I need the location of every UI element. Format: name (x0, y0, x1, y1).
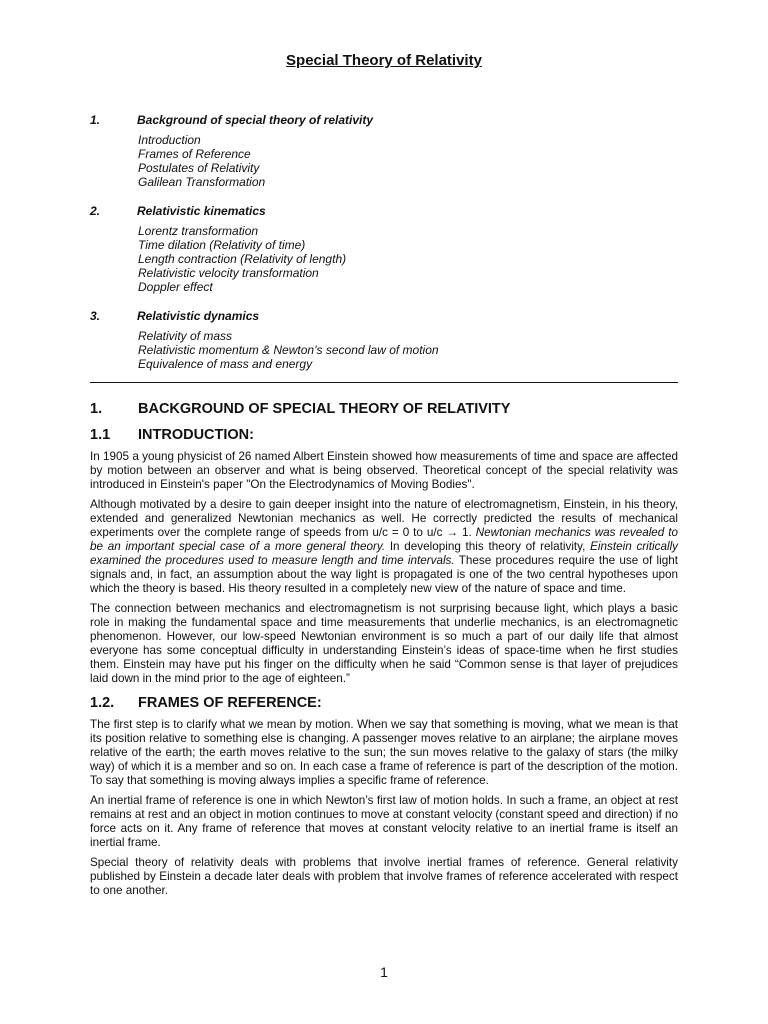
section-number: 1.1 (90, 427, 111, 443)
toc-section-title: Relativistic kinematics (137, 204, 266, 218)
section-number: 1.2. (90, 695, 115, 711)
paragraph-text: Although motivated by a desire to gain deeper insight into the nature of electromagnetism, Einstein, in his theory, extended and generalized Newtonian mechanics as well. He correctly predicted the results of mechanical experiments over the complete range of speeds from u/c = 0 to u/c → 1. (90, 498, 678, 539)
toc-item: Doppler effect (138, 280, 213, 294)
section-divider (90, 382, 678, 383)
paragraph: Special theory of relativity deals with problems that involve inertial frames of reference. General relativity published by Einstein a decade later deals with problem that involve frames of reference accelerated with respect to one another. (90, 856, 678, 897)
toc-section-number: 3. (90, 309, 101, 323)
table-of-contents (90, 112, 690, 371)
paragraph: An inertial frame of reference is one in which Newton’s first law of motion holds. In such a frame, an object at rest remains at rest and an object in motion continues to move at constant velocity (constant speed and direction) if no force acts on it. Any frame of reference that moves at constant velocity relative to an inertial frame is itself an inertial frame. (90, 794, 678, 849)
toc-item: Time dilation (Relativity of time) (138, 238, 306, 252)
toc-item: Lorentz transformation (138, 224, 259, 238)
toc-section-heading (90, 203, 690, 219)
section-title: FRAMES OF REFERENCE: (138, 695, 322, 711)
toc-item: Relativistic momentum & Newton’s second law of motion (138, 343, 439, 357)
toc-item: Galilean Transformation (138, 175, 266, 189)
toc-section-3 (90, 308, 690, 371)
document-title: Special Theory of Relativity (286, 52, 482, 69)
toc-item-list (138, 224, 690, 294)
toc-item: Relativistic velocity transformation (138, 266, 319, 280)
toc-item: Equivalence of mass and energy (138, 357, 313, 371)
paragraph-emphasis: Einstein critically examined the procedures used to measure length and time intervals. (90, 540, 679, 567)
toc-item: Length contraction (Relativity of length) (138, 252, 347, 266)
toc-item-list (138, 329, 690, 371)
toc-item: Frames of Reference (138, 147, 251, 161)
toc-section-number: 2. (90, 204, 101, 218)
section-title: INTRODUCTION: (138, 427, 254, 443)
toc-item-list (138, 133, 690, 189)
toc-section-title: Relativistic dynamics (137, 309, 260, 323)
toc-item: Introduction (138, 133, 201, 147)
paragraph-emphasis: Newtonian mechanics was revealed to be an important special case of a more general theory. (90, 526, 678, 553)
paragraph: In 1905 a young physicist of 26 named Albert Einstein showed how measurements of time and space are affected by motion between an observer and what is being observed. Theoretical concept of the special relativity was introduced in Einstein's paper "On the Electrodynamics of Moving Bodies". (90, 450, 678, 491)
section-heading-1 (90, 398, 678, 420)
section-title: BACKGROUND OF SPECIAL THEORY OF RELATIVITY (138, 401, 511, 417)
toc-section-title: Background of special theory of relativity (137, 113, 374, 127)
toc-section-1 (90, 112, 690, 189)
paragraph-text: In developing this theory of relativity, (389, 540, 586, 553)
paragraph-text: These procedures require the use of light signals and, in fact, an assumption about the way light is propagated is one of the two central hypotheses upon which the theory is based. His theory resulted in a completely new view of the nature of space and time. (90, 554, 678, 595)
toc-section-heading (90, 308, 690, 324)
toc-item: Postulates of Relativity (138, 161, 260, 175)
page-number: 1 (380, 964, 388, 980)
toc-item: Relativity of mass (138, 329, 233, 343)
paragraph (90, 498, 678, 596)
section-number: 1. (90, 401, 103, 417)
document-body (90, 396, 678, 904)
section-heading-1-2 (90, 692, 678, 714)
paragraph: The connection between mechanics and electromagnetism is not surprising because light, which plays a basic role in making the fundamental space and time measurements that underlie mechanics, is an electromagnetic phenomenon. However, our low-speed Newtonian environment is so much a part of our daily life that almost everyone has some conceptual difficulty in understanding Einstein’s ideas of space-time when he first studies them. Einstein may have put his finger on the difficulty when he said “Common sense is that layer of prejudices laid down in the mind prior to the age of eighteen.” (90, 602, 678, 685)
section-heading-1-1 (90, 424, 678, 446)
toc-section-heading (90, 112, 690, 128)
paragraph: The first step is to clarify what we mean by motion. When we say that something is moving, what we mean is that its position relative to something else is changing. A passenger moves relative to an airplane; the airplane moves relative of the earth; the earth moves relative to the sun; the sun moves relative to the galaxy of stars (the milky way) of which it is a member and so on. In each case a frame of reference is part of the description of the motion. To say that something is moving always implies a specific frame of reference. (90, 718, 678, 787)
toc-section-number: 1. (90, 113, 101, 127)
toc-section-2 (90, 203, 690, 294)
